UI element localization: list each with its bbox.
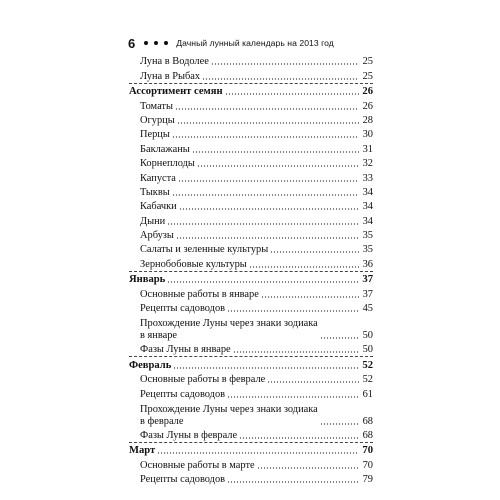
- toc-entry-title: Капуста: [140, 172, 176, 184]
- toc-page-number: 26: [362, 86, 373, 98]
- dot-leader: [167, 223, 359, 225]
- toc-entry: [129, 315, 373, 342]
- toc-section-entry: [129, 271, 373, 286]
- toc-entry: [129, 386, 373, 400]
- toc-page-number: 37: [362, 274, 373, 286]
- toc-section-entry: [129, 442, 373, 457]
- toc-page-number: 26: [362, 100, 373, 112]
- toc-entry: [129, 127, 373, 141]
- toc-page-number: 45: [362, 303, 373, 315]
- toc-entry: [129, 286, 373, 300]
- toc-entry: [129, 428, 373, 442]
- toc-entry: [129, 185, 373, 199]
- dot-icon: [154, 41, 158, 45]
- toc-page-number: 61: [362, 388, 373, 400]
- toc-entry-title: Баклажаны: [140, 143, 190, 155]
- toc-entry-title: Огурцы: [140, 114, 175, 126]
- toc-entry: [129, 199, 373, 213]
- toc-entry-title: Фазы Луны в феврале: [140, 429, 238, 441]
- dot-leader: [177, 122, 359, 124]
- header-dots-ornament: [144, 41, 168, 45]
- toc-entry-title: Фазы Луны в январе: [140, 344, 231, 356]
- dot-leader: [227, 396, 359, 398]
- toc-entry-title: Рецепты садоводов: [140, 474, 226, 486]
- toc-page-number: 70: [362, 445, 373, 457]
- toc-entry-title: Основные работы в марте: [140, 459, 255, 471]
- toc-page-number: 31: [362, 143, 373, 155]
- toc-entry: [129, 457, 373, 471]
- toc-page-number: 33: [362, 172, 373, 184]
- toc-section-entry: [129, 356, 373, 371]
- table-of-contents: [129, 54, 373, 486]
- toc-entry-title: Январь: [129, 274, 166, 286]
- dot-leader: [249, 266, 359, 268]
- toc-page-number: 32: [362, 158, 373, 170]
- toc-entry: [129, 401, 373, 428]
- dot-leader: [178, 180, 359, 182]
- toc-page-number: 28: [362, 114, 373, 126]
- toc-entry: [129, 342, 373, 356]
- dot-leader: [270, 251, 359, 253]
- dot-leader: [167, 281, 359, 283]
- toc-entry: [129, 301, 373, 315]
- toc-page-number: 52: [362, 374, 373, 386]
- toc-entry: [129, 156, 373, 170]
- toc-page-number: 68: [362, 429, 373, 441]
- toc-entry-title: Ассортимент семян: [129, 86, 223, 98]
- book-title: Дачный лунный календарь на 2013 год: [176, 38, 334, 48]
- toc-entry: [129, 141, 373, 155]
- toc-entry-title: Луна в Водолее: [140, 56, 209, 68]
- dot-leader: [227, 310, 359, 312]
- toc-entry-title-line1: Прохождение Луны через знаки зодиака: [140, 318, 318, 330]
- toc-entry-title: [140, 404, 318, 428]
- toc-entry-title: Дыни: [140, 215, 166, 227]
- toc-entry-title: Зернобобовые культуры: [140, 258, 247, 270]
- toc-page-number: 34: [362, 215, 373, 227]
- dot-leader: [257, 467, 359, 469]
- toc-entry-title: Рецепты садоводов: [140, 303, 226, 315]
- toc-entry-title-line2: в январе: [140, 330, 178, 342]
- toc-page-number: 25: [362, 56, 373, 68]
- toc-page-number: 30: [362, 129, 373, 141]
- dot-leader: [172, 136, 359, 138]
- dot-leader: [239, 437, 359, 439]
- toc-entry: [129, 113, 373, 127]
- dot-leader: [227, 481, 359, 483]
- toc-entry-title-line2: в феврале: [140, 415, 184, 427]
- running-header: [128, 36, 334, 50]
- dot-leader: [173, 367, 359, 369]
- toc-page-number: 50: [362, 344, 373, 356]
- toc-entry: [129, 213, 373, 227]
- toc-page-number: 79: [362, 474, 373, 486]
- dot-leader: [157, 452, 359, 454]
- page-number: 6: [128, 35, 136, 51]
- toc-entry: [129, 98, 373, 112]
- toc-entry-title: Томаты: [140, 100, 173, 112]
- toc-entry-title: Март: [129, 445, 156, 457]
- dot-leader: [179, 208, 359, 210]
- toc-entry-title: Корнеплоды: [140, 158, 195, 170]
- toc-entry-title: Салаты и зеленные культуры: [140, 244, 269, 256]
- toc-entry: [129, 372, 373, 386]
- toc-entry-title: Основные работы в феврале: [140, 374, 266, 386]
- toc-entry-title: Перцы: [140, 129, 170, 141]
- toc-entry-title: Февраль: [129, 359, 172, 371]
- toc-page-number: 68: [362, 415, 373, 427]
- toc-entry: [129, 68, 373, 82]
- dot-leader: [175, 108, 359, 110]
- dot-leader: [320, 337, 359, 339]
- dot-leader: [261, 296, 359, 298]
- toc-entry: [129, 170, 373, 184]
- toc-entry-title-line1: Прохождение Луны через знаки зодиака: [140, 403, 318, 415]
- dot-icon: [144, 41, 148, 45]
- toc-entry: [129, 54, 373, 68]
- toc-entry-title: [140, 318, 318, 342]
- toc-page-number: 25: [362, 70, 373, 82]
- toc-section-entry: [129, 83, 373, 98]
- toc-entry: [129, 472, 373, 486]
- toc-page-number: 52: [362, 359, 373, 371]
- toc-entry-title: Луна в Рыбах: [140, 70, 201, 82]
- dot-leader: [172, 194, 359, 196]
- dot-leader: [192, 151, 359, 153]
- dot-leader: [176, 237, 359, 239]
- toc-entry-title: Тыквы: [140, 186, 170, 198]
- toc-page-number: 50: [362, 330, 373, 342]
- dot-leader: [233, 351, 359, 353]
- dot-leader: [320, 423, 359, 425]
- toc-page-number: 37: [362, 288, 373, 300]
- toc-page-number: 36: [362, 258, 373, 270]
- dot-leader: [211, 63, 359, 65]
- toc-page-number: 35: [362, 230, 373, 242]
- dot-leader: [267, 381, 359, 383]
- dot-icon: [164, 41, 168, 45]
- toc-entry: [129, 256, 373, 270]
- dot-leader: [225, 93, 359, 95]
- toc-page-number: 34: [362, 186, 373, 198]
- toc-entry-title: Арбузы: [140, 230, 174, 242]
- toc-page-number: 35: [362, 244, 373, 256]
- toc-entry-title: Кабачки: [140, 201, 177, 213]
- toc-entry: [129, 228, 373, 242]
- dot-leader: [197, 165, 359, 167]
- toc-page-number: 70: [362, 459, 373, 471]
- toc-entry-title: Основные работы в январе: [140, 288, 259, 300]
- dot-leader: [202, 78, 359, 80]
- toc-page-number: 34: [362, 201, 373, 213]
- toc-entry-title: Рецепты садоводов: [140, 388, 226, 400]
- toc-entry: [129, 242, 373, 256]
